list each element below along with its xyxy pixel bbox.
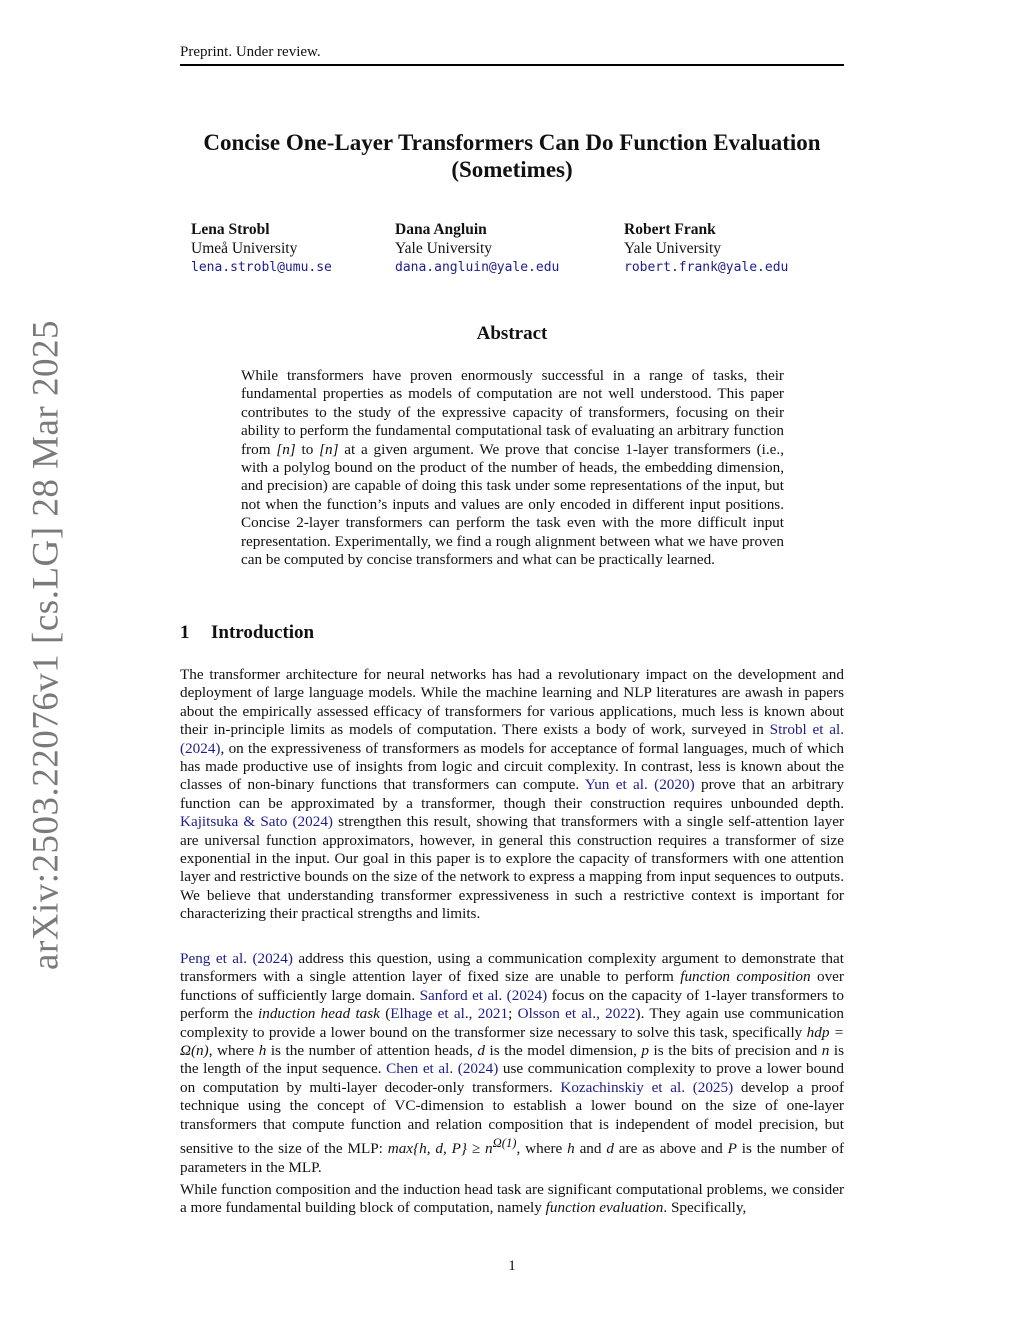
citation-link[interactable]: Elhage et al., 2021: [390, 1005, 509, 1023]
section-title: Introduction: [211, 622, 315, 643]
arxiv-stamp: arXiv:2503.22076v1 [cs.LG] 28 Mar 2025: [25, 320, 67, 970]
emphasis: induction head task: [258, 1005, 380, 1023]
author-name: Robert Frank: [624, 221, 716, 238]
citation-link[interactable]: Strobl et al. (2024): [180, 721, 844, 757]
math-inline: d: [477, 1042, 485, 1060]
author-block: [191, 220, 332, 277]
math-inline: p: [641, 1042, 650, 1060]
math-inline: h: [567, 1140, 575, 1158]
citation-link[interactable]: Peng et al. (2024): [180, 950, 293, 967]
author-email[interactable]: dana.angluin@yale.edu: [395, 260, 560, 275]
math-inline: [n]: [319, 440, 339, 458]
author-name: Dana Angluin: [395, 221, 487, 238]
math-inline: max{h, d, P} ≥ n: [387, 1140, 493, 1158]
citation-link[interactable]: Kajitsuka & Sato (2024): [180, 813, 333, 831]
math-inline: n: [821, 1042, 830, 1060]
math-inline: h: [258, 1042, 267, 1060]
author-name: Lena Strobl: [191, 221, 270, 238]
author-email[interactable]: robert.frank@yale.edu: [624, 260, 789, 275]
citation-link[interactable]: Chen et al. (2024): [386, 1060, 499, 1078]
author-email[interactable]: lena.strobl@umu.se: [191, 260, 332, 275]
citation-link[interactable]: Sanford et al. (2024): [419, 986, 548, 1004]
paper-title: [180, 129, 844, 183]
body-paragraph: Peng et al. (2024) address this question, using a communication complexity argument to demonstrate that transformers with a single attention layer of fixed size are unable to perform function composition over functions of sufficiently large domain. Sanford et al. (2024) focus on the capacity of 1-layer transformers to perform the induction head task (Elhage et al., 2021; Olsson et al., 2022). They again use communication complexity to provide a lower bound on the transformer size necessary to solve this task, specifically hdp = Ω(n), where h is the number of attention heads, d is the model dimension, p is the bits of precision and n is the length of the input sequence. Chen et al. (2024) use communication complexity to prove a lower bound on computation by multi-layer decoder-only transformers. Kozachinskiy et al. (2025) develop a proof technique using the concept of VC-dimension to establish a lower bound on the size of one-layer transformers that compute function and relation composition that is independent of model precision, but sensitive to the size of the MLP: max{h, d, $P\} \ge n^{\Omega(1)}$, where h and d are as above and P is the number of parameters in the MLP.: [180, 950, 845, 1176]
author-affiliation: Yale University: [624, 240, 722, 257]
header-rule: [180, 64, 844, 66]
math-inline: P: [727, 1140, 737, 1158]
emphasis: function evaluation: [545, 1199, 664, 1217]
citation-link[interactable]: Yun et al. (2020): [584, 776, 695, 794]
math-inline: [n]: [276, 440, 296, 458]
author-block: [395, 220, 559, 277]
body-paragraph: While function composition and the induction head task are significant computational problems, we consider a more fundamental building block of computation, namely function evaluation. Specifically,: [180, 1181, 844, 1217]
title-line-2: (Sometimes): [451, 157, 573, 182]
title-line-1: Concise One-Layer Transformers Can Do Function Evaluation: [203, 130, 821, 155]
section-number: 1: [180, 622, 190, 643]
author-affiliation: Yale University: [395, 240, 493, 257]
math-inline: d: [606, 1140, 614, 1158]
emphasis: function composition: [680, 968, 811, 986]
abstract-heading: Abstract: [476, 323, 548, 344]
math-superscript: Ω(1): [492, 1136, 517, 1151]
author-block: [624, 220, 788, 277]
citation-link[interactable]: Olsson et al., 2022: [517, 1005, 636, 1023]
section-heading: [180, 622, 314, 644]
page-number: 1: [508, 1258, 516, 1274]
abstract-body: While transformers have proven enormously successful in a range of tasks, their fundamental properties as models of computation are not well understood. This paper contributes to the study of the expressive capacity of transformers, focusing on their ability to perform the fundamental computational task of evaluating an arbitrary function from [n] to [n] at a given argument. We prove that concise 1-layer transformers (i.e., with a polylog bound on the product of the number of heads, the embedding dimension, and precision) are capable of doing this task under some representations of the input, but not when the function’s inputs and values are only encoded in different input positions. Concise 2-layer transformers can perform the task even with the more difficult input representation. Experimentally, we find a rough alignment between what we have proven can be computed by concise transformers and what can be practically learned.: [241, 367, 784, 569]
running-header: Preprint. Under review.: [180, 44, 321, 60]
citation-link[interactable]: Kozachinskiy et al. (2025): [560, 1078, 734, 1096]
author-affiliation: Umeå University: [191, 240, 298, 257]
body-paragraph: The transformer architecture for neural networks has had a revolutionary impact on the development and deployment of large language models. While the machine learning and NLP literatures are awash in papers about the empirically assessed efficacy of transformers for various applications, much less is known about their in-principle limits as models of computation. There exists a body of work, surveyed in Strobl et al. (2024), on the expressiveness of transformers as models for acceptance of formal languages, much of which has made productive use of insights from logic and circuit complexity. In contrast, less is known about the classes of non-binary functions that transformers can compute. Yun et al. (2020) prove that an arbitrary function can be approximated by a transformer, though their construction requires unbounded depth. Kajitsuka & Sato (2024) strengthen this result, showing that transformers with a single self-attention layer are universal function approximators, however, in general this construction requires a transformer of size exponential in the input. Our goal in this paper is to explore the capacity of transformers with one attention layer and restrictive bounds on the size of the network to express a mapping from input sequences to outputs. We believe that understanding transformer expressiveness in such a restrictive context is important for characterizing their practical strengths and limits.: [180, 666, 845, 923]
math-inline: hdp = Ω(n): [180, 1023, 844, 1060]
